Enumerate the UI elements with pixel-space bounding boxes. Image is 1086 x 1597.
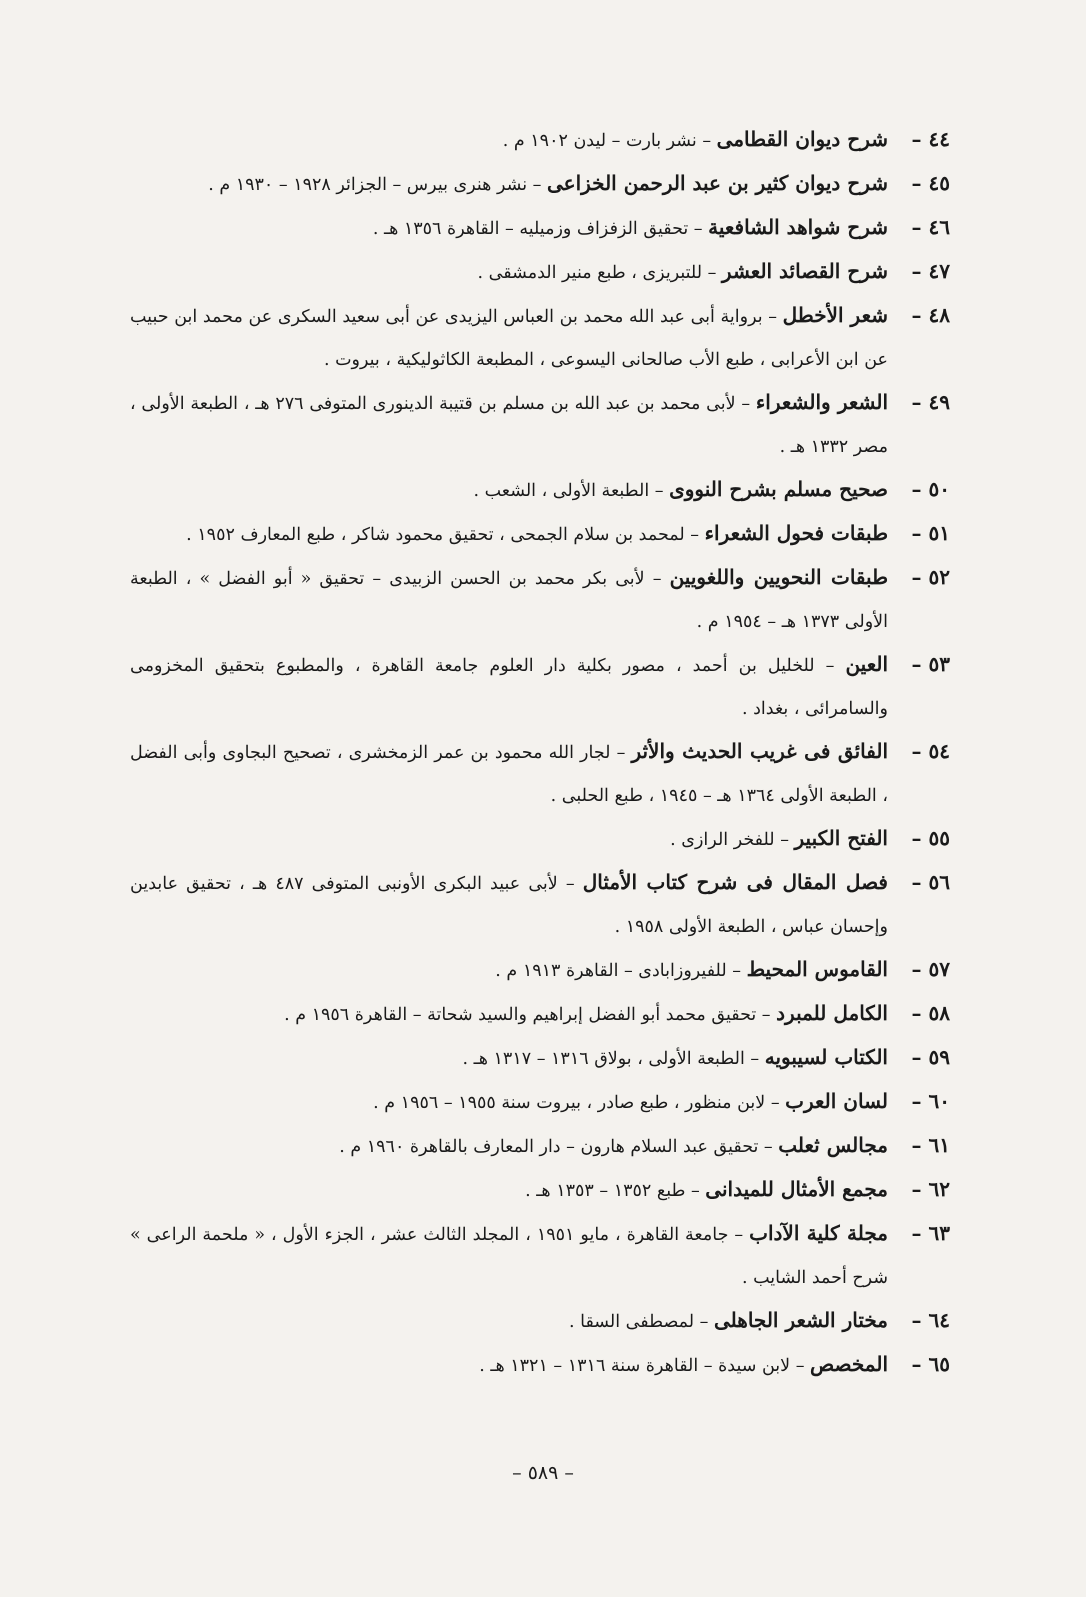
bibliography-entry: [130, 1299, 950, 1343]
entry-number: ٥١ –: [911, 521, 950, 545]
entry-number: ٤٦ –: [911, 215, 950, 239]
entry-details: – تحقيق محمد أبو الفضل إبراهيم والسيد شحاتة – القاهرة ١٩٥٦ م .: [284, 1005, 777, 1025]
bibliography-list: [130, 118, 950, 1387]
bibliography-entry: [130, 250, 950, 294]
entry-details: – نشر بارت – ليدن ١٩٠٢ م .: [502, 131, 717, 151]
entry-number: ٦٣ –: [911, 1221, 950, 1245]
entry-title: فصل المقال فى شرح كتاب الأمثال: [582, 870, 888, 894]
entry-title: مجمع الأمثال للميدانى: [705, 1177, 888, 1201]
entry-title: طبقات النحويين واللغويين: [669, 565, 888, 589]
entry-title: شرح القصائد العشر: [721, 259, 888, 283]
bibliography-entry: [130, 162, 950, 206]
entry-details: – لأبى عبيد البكرى الأونبى المتوفى ٤٨٧ هـ ، تحقيق عابدين وإحسان عباس ، الطبعة الأولى ١٩٥٨ .: [130, 874, 888, 937]
bibliography-entry: [130, 1343, 950, 1387]
entry-title: الكامل للمبرد: [776, 1001, 888, 1025]
entry-title: مجلة كلية الآداب: [749, 1221, 889, 1245]
bibliography-entry: [130, 294, 950, 381]
bibliography-entry: [130, 861, 950, 948]
bibliography-entry: [130, 468, 950, 512]
entry-title: الكتاب لسيبويه: [764, 1045, 888, 1069]
bibliography-entry: [130, 381, 950, 468]
entry-title: مجالس ثعلب: [778, 1133, 888, 1157]
entry-title: طبقات فحول الشعراء: [704, 521, 888, 545]
entry-title: شعر الأخطل: [782, 303, 888, 327]
entry-details: – لابن سيدة – القاهرة سنة ١٣١٦ – ١٣٢١ هـ .: [479, 1356, 811, 1376]
bibliography-entry: [130, 118, 950, 162]
bibliography-entry: [130, 1080, 950, 1124]
entry-number: ٦٢ –: [911, 1177, 950, 1201]
entry-title: لسان العرب: [785, 1089, 888, 1113]
bibliography-entry: [130, 992, 950, 1036]
entry-details: – برواية أبى عبد الله محمد بن العباس اليزيدى عن أبى سعيد السكرى عن محمد ابن حبيب عن ابن الأعرابى ، طبع الأب صالحانى اليسوعى ، المطبعة الكاثوليكية ، بيروت .: [130, 307, 888, 370]
entry-details: – نشر هنرى بيرس – الجزائر ١٩٢٨ – ١٩٣٠ م .: [208, 175, 547, 195]
entry-number: ٤٨ –: [911, 303, 950, 327]
bibliography-entry: [130, 1212, 950, 1299]
entry-number: ٥٢ –: [911, 565, 950, 589]
entry-title: الفائق فى غريب الحديث والأثر: [631, 739, 888, 763]
entry-number: ٦١ –: [911, 1133, 950, 1157]
entry-details: – للخليل بن أحمد ، مصور بكلية دار العلوم جامعة القاهرة ، والمطبوع بتحقيق المخزومى والسامرائى ، بغداد .: [130, 656, 888, 719]
entry-details: – لابن منظور ، طبع صادر ، بيروت سنة ١٩٥٥ – ١٩٥٦ م .: [373, 1093, 786, 1113]
entry-details: – الطبعة الأولى ، بولاق ١٣١٦ – ١٣١٧ هـ .: [462, 1049, 765, 1069]
entry-details: – لأبى محمد بن عبد الله بن مسلم بن قتيبة الدينورى المتوفى ٢٧٦ هـ ، الطبعة الأولى ، مصر ١٣٣٢ هـ .: [130, 394, 888, 457]
entry-title: شرح ديوان كثير بن عبد الرحمن الخزاعى: [546, 171, 888, 195]
bibliography-entry: [130, 206, 950, 250]
entry-details: – لأبى بكر محمد بن الحسن الزبيدى – تحقيق « أبو الفضل » ، الطبعة الأولى ١٣٧٣ هـ – ١٩٥٤ م .: [130, 569, 888, 632]
entry-title: الفتح الكبير: [794, 826, 888, 850]
entry-number: ٥٦ –: [911, 870, 950, 894]
entry-number: ٥٥ –: [911, 826, 950, 850]
entry-number: ٥٧ –: [911, 957, 950, 981]
bibliography-entry: [130, 1168, 950, 1212]
entry-number: ٤٧ –: [911, 259, 950, 283]
entry-number: ٥٨ –: [911, 1001, 950, 1025]
entry-number: ٤٩ –: [911, 390, 950, 414]
bibliography-entry: [130, 730, 950, 817]
entry-details: – طبع ١٣٥٢ – ١٣٥٣ هـ .: [525, 1181, 706, 1201]
page-number: – ٥٨٩ –: [512, 1462, 574, 1484]
entry-title: الشعر والشعراء: [755, 390, 888, 414]
bibliography-entry: [130, 643, 950, 730]
entry-details: – للتبريزى ، طبع منير الدمشقى .: [477, 263, 722, 283]
entry-title: صحيح مسلم بشرح النووى: [669, 477, 888, 501]
entry-number: ٦٤ –: [911, 1308, 950, 1332]
entry-details: – لمصطفى السقا .: [569, 1312, 714, 1332]
entry-title: العين: [845, 652, 888, 676]
entry-title: مختار الشعر الجاهلى: [713, 1308, 888, 1332]
entry-number: ٤٥ –: [911, 171, 950, 195]
bibliography-entry: [130, 1124, 950, 1168]
entry-details: – لمحمد بن سلام الجمحى ، تحقيق محمود شاكر ، طبع المعارف ١٩٥٢ .: [186, 525, 705, 545]
bibliography-entry: [130, 948, 950, 992]
entry-title: القاموس المحيط: [746, 957, 888, 981]
bibliography-entry: [130, 556, 950, 643]
entry-details: – الطبعة الأولى ، الشعب .: [473, 481, 670, 501]
entry-number: ٥٤ –: [911, 739, 950, 763]
entry-title: المخصص: [810, 1352, 888, 1376]
entry-details: – للفخر الرازى .: [670, 830, 795, 850]
entry-details: – تحقيق الزفزاف وزميليه – القاهرة ١٣٥٦ هـ .: [372, 219, 709, 239]
entry-details: – لجار الله محمود بن عمر الزمخشرى ، تصحيح البجاوى وأبى الفضل ، الطبعة الأولى ١٣٦٤ هـ – ١٩٤٥ ، طبع الحلبى .: [130, 743, 888, 806]
entry-title: شرح شواهد الشافعية: [708, 215, 888, 239]
entry-number: ٥٩ –: [911, 1045, 950, 1069]
entry-details: – جامعة القاهرة ، مايو ١٩٥١ ، المجلد الثالث عشر ، الجزء الأول ، « ملحمة الراعى » شرح أحمد الشايب .: [130, 1225, 888, 1288]
bibliography-entry: [130, 1036, 950, 1080]
entry-title: شرح ديوان القطامى: [716, 127, 888, 151]
entry-number: ٤٤ –: [911, 127, 950, 151]
entry-number: ٦٥ –: [911, 1352, 950, 1376]
entry-number: ٦٠ –: [911, 1089, 950, 1113]
entry-details: – للفيروزابادى – القاهرة ١٩١٣ م .: [495, 961, 747, 981]
entry-number: ٥٣ –: [911, 652, 950, 676]
entry-number: ٥٠ –: [911, 477, 950, 501]
bibliography-entry: [130, 817, 950, 861]
entry-details: – تحقيق عبد السلام هارون – دار المعارف بالقاهرة ١٩٦٠ م .: [339, 1137, 779, 1157]
bibliography-entry: [130, 512, 950, 556]
